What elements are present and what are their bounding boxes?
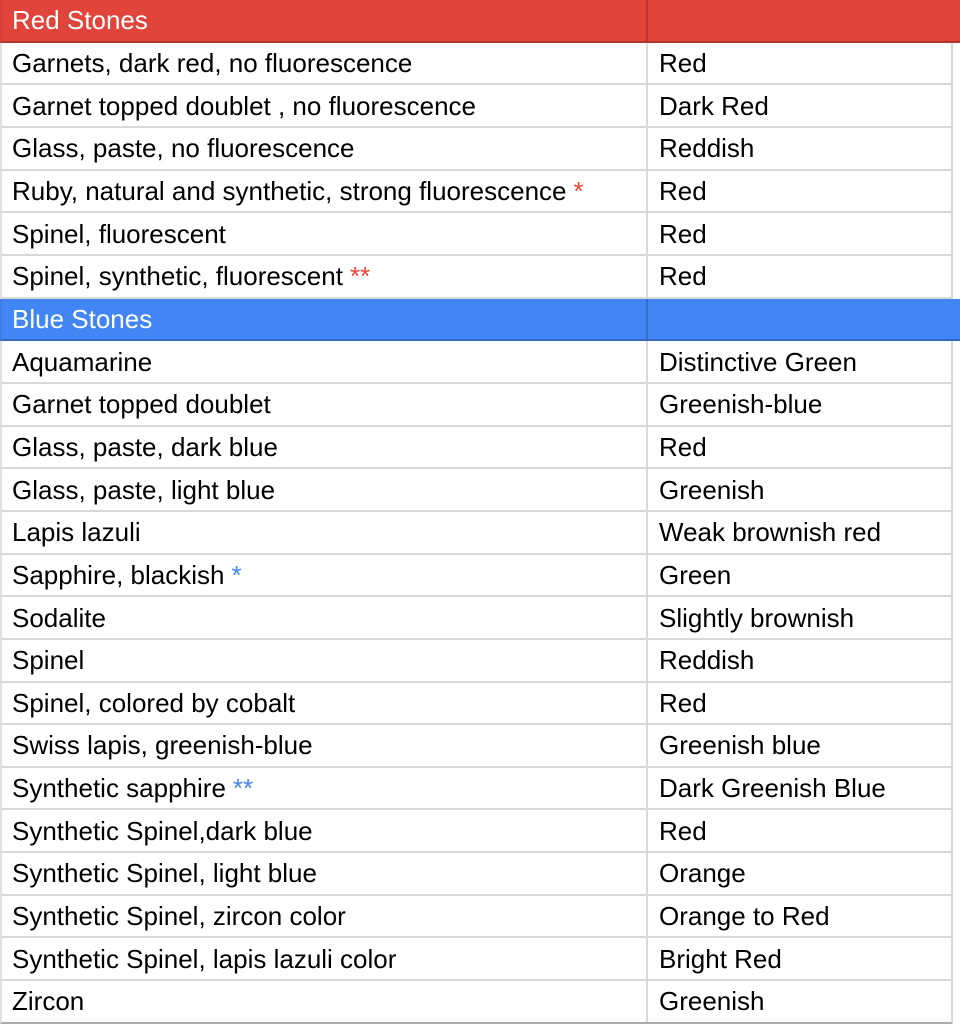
result-cell <box>648 128 951 169</box>
result-cell <box>648 171 951 212</box>
result-cell <box>648 85 951 126</box>
result-cell <box>648 683 951 724</box>
result-cell <box>648 469 951 510</box>
table-row <box>0 213 953 256</box>
result-text: Reddish <box>659 645 755 676</box>
result-text: Greenish blue <box>659 730 821 761</box>
table-row <box>0 853 953 896</box>
stone-name-cell <box>2 725 648 766</box>
stone-name: Synthetic Spinel, zircon color <box>12 901 346 932</box>
result-text: Slightly brownish <box>659 602 855 633</box>
result-cell <box>648 384 951 425</box>
result-text: Dark Red <box>659 90 769 121</box>
stone-name: Glass, paste, dark blue <box>12 431 278 462</box>
table-row <box>0 171 953 214</box>
stone-name-cell <box>2 555 648 596</box>
table-row <box>0 43 953 86</box>
result-text: Red <box>659 815 707 846</box>
result-text: Red <box>659 175 707 206</box>
table-row <box>0 555 953 598</box>
stone-name: Spinel, colored by cobalt <box>12 687 296 718</box>
table-row <box>0 810 953 853</box>
result-cell <box>648 810 951 851</box>
section-header-row <box>0 299 960 342</box>
result-cell <box>648 768 951 809</box>
stone-name-cell <box>2 597 648 638</box>
stone-name-cell <box>2 427 648 468</box>
stone-name: Synthetic Spinel, light blue <box>12 858 317 889</box>
result-text: Bright Red <box>659 943 782 974</box>
table-row <box>0 128 953 171</box>
stone-name: Synthetic sapphire <box>12 773 226 804</box>
stone-name: Synthetic Spinel, lapis lazuli color <box>12 943 397 974</box>
stone-name-cell <box>2 683 648 724</box>
table-row <box>0 981 953 1024</box>
stone-name-cell <box>2 640 648 681</box>
result-cell <box>648 725 951 766</box>
result-text: Green <box>659 559 732 590</box>
stone-name-cell <box>2 341 648 382</box>
result-text: Red <box>659 431 707 462</box>
stone-name: Garnet topped doublet <box>12 389 271 420</box>
result-cell <box>648 640 951 681</box>
table-row <box>0 597 953 640</box>
table-row <box>0 427 953 470</box>
stone-name-cell <box>2 256 648 297</box>
stone-name: Sapphire, blackish <box>12 559 225 590</box>
stone-name: Garnets, dark red, no fluorescence <box>12 47 413 78</box>
result-text: Dark Greenish Blue <box>659 773 886 804</box>
result-cell <box>648 597 951 638</box>
result-text: Orange <box>659 858 746 889</box>
result-cell <box>648 981 951 1022</box>
table-row <box>0 896 953 939</box>
stone-name: Swiss lapis, greenish-blue <box>12 730 313 761</box>
stone-name-cell <box>2 896 648 937</box>
stone-name-cell <box>2 213 648 254</box>
result-text: Weak brownish red <box>659 517 882 548</box>
result-cell <box>648 43 951 84</box>
stone-name-cell <box>2 43 648 84</box>
table-row <box>0 683 953 726</box>
table-row <box>0 938 953 981</box>
table-row <box>0 384 953 427</box>
footnote-marker: ** <box>349 261 371 292</box>
table-row <box>0 469 953 512</box>
table-row <box>0 640 953 683</box>
table-row <box>0 256 953 299</box>
stone-name-cell <box>2 810 648 851</box>
footnote-marker: ** <box>232 773 254 804</box>
result-cell <box>648 853 951 894</box>
stone-name-cell <box>2 85 648 126</box>
section-title-cell <box>2 0 648 41</box>
result-cell <box>648 256 951 297</box>
stone-name: Zircon <box>12 986 85 1017</box>
result-text: Greenish <box>659 474 765 505</box>
table-row <box>0 85 953 128</box>
result-cell <box>648 938 951 979</box>
result-text: Red <box>659 687 707 718</box>
stone-name-cell <box>2 938 648 979</box>
stone-name: Spinel <box>12 645 85 676</box>
section-header-spacer-cell <box>648 299 960 340</box>
result-text: Distinctive Green <box>659 346 857 377</box>
result-cell <box>648 427 951 468</box>
table-row <box>0 768 953 811</box>
result-text: Orange to Red <box>659 901 830 932</box>
result-cell <box>648 213 951 254</box>
stone-name: Synthetic Spinel,dark blue <box>12 815 313 846</box>
stone-name-cell <box>2 469 648 510</box>
result-cell <box>648 341 951 382</box>
table-row <box>0 725 953 768</box>
result-cell <box>648 555 951 596</box>
stone-name: Glass, paste, light blue <box>12 474 276 505</box>
section-header-spacer-cell <box>648 0 960 41</box>
section-title-cell <box>2 299 648 340</box>
stone-name-cell <box>2 981 648 1022</box>
stone-name-cell <box>2 171 648 212</box>
footnote-marker: * <box>231 559 242 590</box>
result-text: Greenish <box>659 986 765 1017</box>
stone-name-cell <box>2 768 648 809</box>
stone-name: Garnet topped doublet , no fluorescence <box>12 90 476 121</box>
stone-name: Spinel, fluorescent <box>12 218 226 249</box>
result-cell <box>648 896 951 937</box>
stone-name-cell <box>2 128 648 169</box>
footnote-marker: * <box>573 175 584 206</box>
result-text: Reddish <box>659 133 755 164</box>
stone-name: Ruby, natural and synthetic, strong fluorescence <box>12 175 567 206</box>
stone-name-cell <box>2 384 648 425</box>
result-text: Greenish-blue <box>659 389 823 420</box>
result-text: Red <box>659 47 707 78</box>
stone-name: Glass, paste, no fluorescence <box>12 133 355 164</box>
section-title: Red Stones <box>12 5 148 36</box>
section-header-row <box>0 0 960 43</box>
result-cell <box>648 512 951 553</box>
table-row <box>0 512 953 555</box>
result-text: Red <box>659 218 707 249</box>
section-title: Blue Stones <box>12 303 153 334</box>
result-text: Red <box>659 261 707 292</box>
stone-name-cell <box>2 512 648 553</box>
stone-name: Aquamarine <box>12 346 153 377</box>
stone-name: Lapis lazuli <box>12 517 141 548</box>
stone-name-cell <box>2 853 648 894</box>
stone-name: Sodalite <box>12 602 106 633</box>
stone-name: Spinel, synthetic, fluorescent <box>12 261 343 292</box>
table-row <box>0 341 953 384</box>
